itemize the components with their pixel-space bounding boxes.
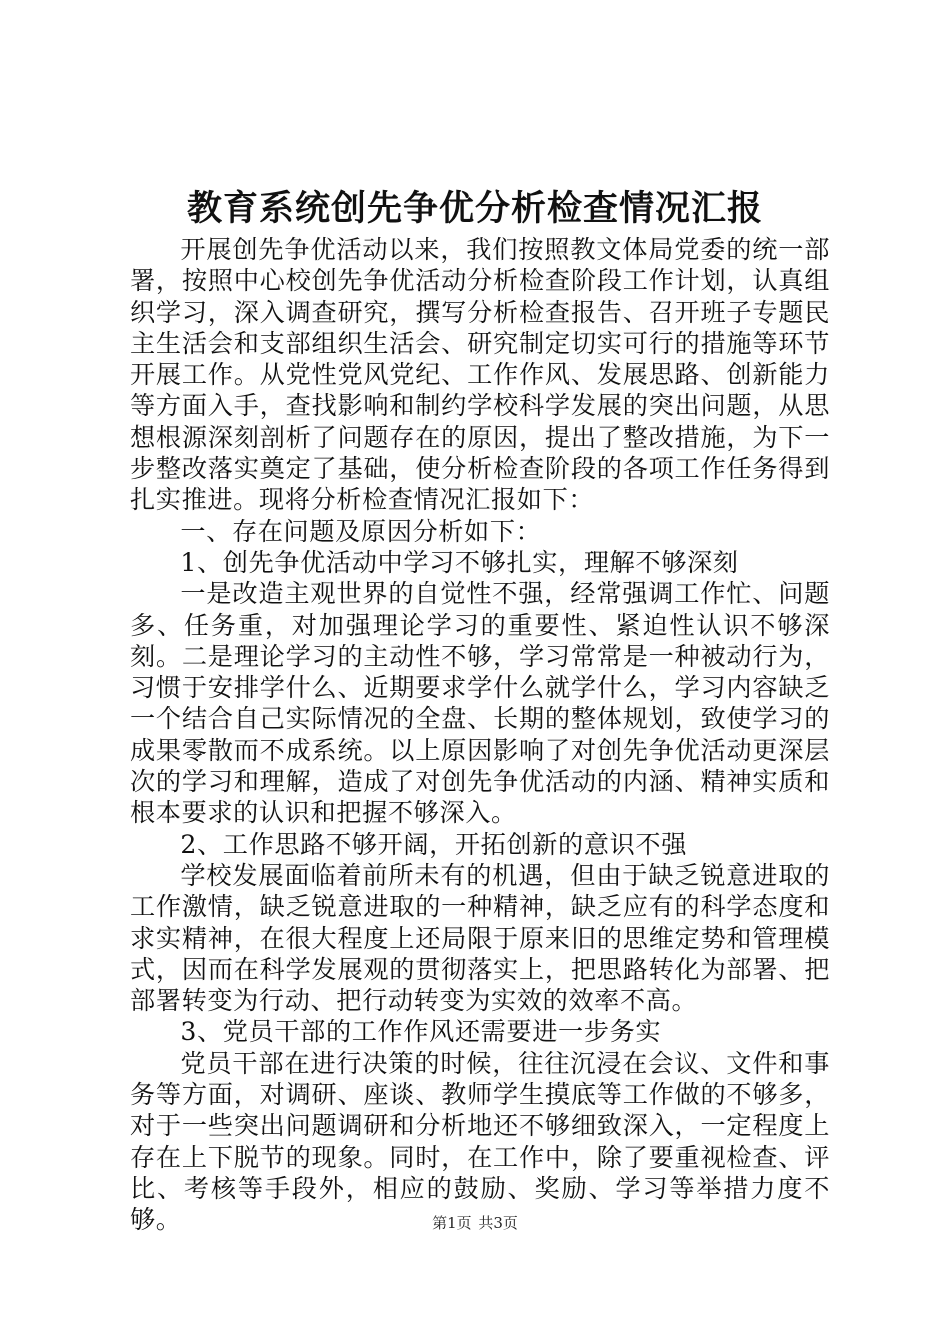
section-heading-problems: 一、存在问题及原因分析如下： xyxy=(180,516,542,546)
page-footer xyxy=(0,1213,950,1233)
paragraph-3: 党员干部在进行决策的时候，往往沉浸在会议、文件和事务等方面，对调研、座谈、教师学生摸底等工作做的不够多，对于一些突出问题调研和分析地还不够细致深入，一定程度上存在上下脱节的现象。同时，在工作中，除了要重视检查、评比、考核等手段外，相应的鼓励、奖励、学习等举措力度不够。 xyxy=(130,1048,830,1235)
subheading-3: 3、党员干部的工作作风还需要进一步务实 xyxy=(180,1017,662,1047)
paragraph-1: 一是改造主观世界的自觉性不强，经常强调工作忙、问题多、任务重，对加强理论学习的重要性、紧迫性认识不够深刻。二是理论学习的主动性不够，学习常常是一种被动行为，习惯于安排学什么、近期要求学什么就学什么，学习内容缺乏一个结合自己实际情况的全盘、长期的整体规划，致使学习的成果零散而不成系统。以上原因影响了对创先争优活动更深层次的学习和理解，造成了对创先争优活动的内涵、精神实质和根本要求的认识和把握不够深入。 xyxy=(130,579,830,828)
paragraph-2: 学校发展面临着前所未有的机遇，但由于缺乏锐意进取的工作激情，缺乏锐意进取的一种精神，缺乏应有的科学态度和求实精神，在很大程度上还局限于原来旧的思维定势和管理模式，因而在科学发展观的贯彻落实上，把思路转化为部署、把部署转变为行动、把行动转变为实效的效率不高。 xyxy=(130,860,830,1016)
page-total: 共3页 xyxy=(478,1214,518,1232)
subheading-2: 2、工作思路不够开阔，开拓创新的意识不强 xyxy=(180,829,687,859)
intro-paragraph: 开展创先争优活动以来，我们按照教文体局党委的统一部署，按照中心校创先争优活动分析检查阶段工作计划，认真组织学习，深入调查研究，撰写分析检查报告、召开班子专题民主生活会和支部组织生活会、研究制定切实可行的措施等环节开展工作。从党性党风党纪、工作作风、发展思路、创新能力等方面入手，查找影响和制约学校科学发展的突出问题，从思想根源深刻剖析了问题存在的原因，提出了整改措施，为下一步整改落实奠定了基础，使分析检查阶段的各项工作任务得到扎实推进。现将分析检查情况汇报如下： xyxy=(130,235,830,515)
document-title: 教育系统创先争优分析检查情况汇报 xyxy=(186,189,763,229)
page-number: 第1页 xyxy=(432,1214,472,1232)
subheading-1: 1、创先争优活动中学习不够扎实，理解不够深刻 xyxy=(180,547,739,577)
document-body xyxy=(130,234,830,1236)
